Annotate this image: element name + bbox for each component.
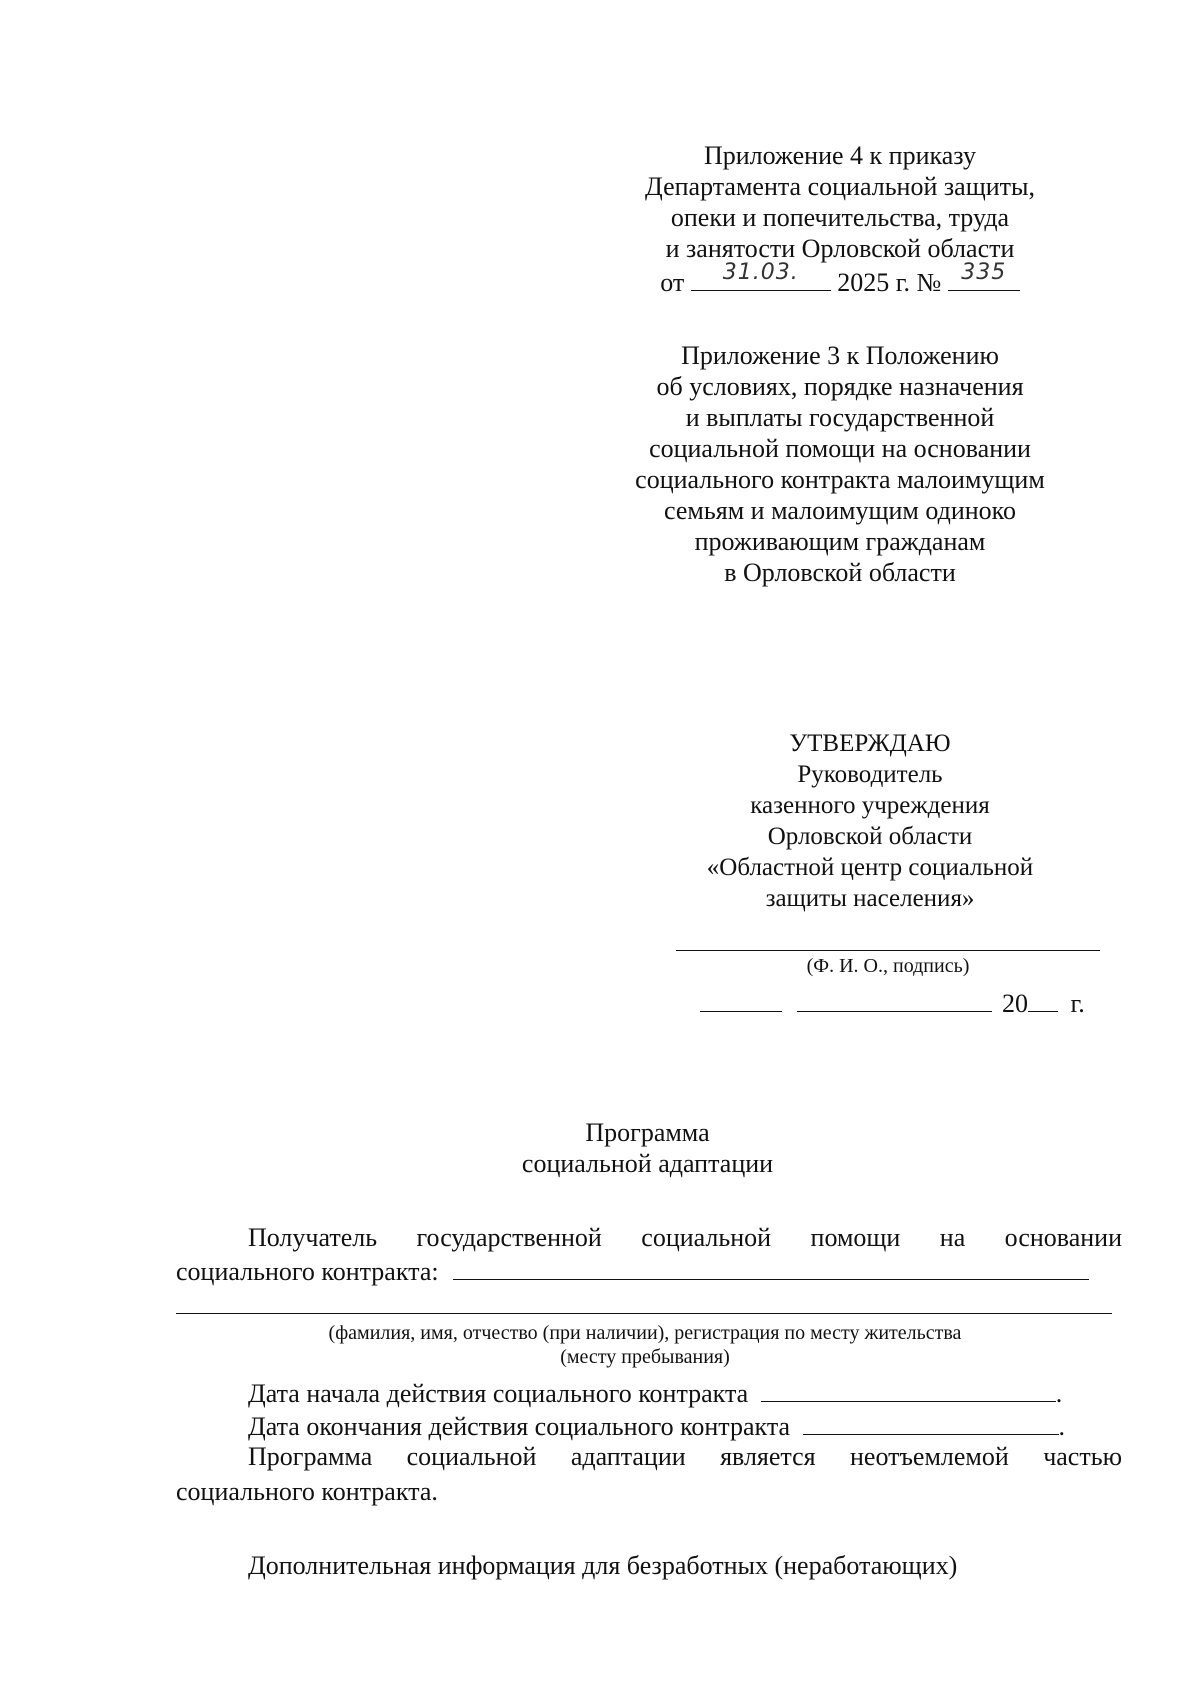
order-date-field: [691, 260, 831, 291]
appendix3-line: Приложение 3 к Положению: [681, 341, 999, 370]
appendix4-line: опеки и попечительства, труда: [670, 203, 1010, 232]
approval-month-field: [797, 985, 992, 1012]
start-date-field: [761, 1375, 1056, 1402]
appendix3-line: и выплаты государственной: [685, 403, 995, 432]
approval-year-field: [1028, 985, 1058, 1012]
additional-info-line: Дополнительная информация для безработных (неработающих): [248, 1551, 958, 1580]
approval-year-suffix: г.: [1070, 989, 1085, 1018]
recipient-caption-line: (месту пребывания): [560, 1346, 730, 1368]
approval-line: «Областной центр социальной: [706, 854, 1034, 881]
appendix3-line: проживающим гражданам: [694, 527, 986, 556]
appendix3-block: [600, 340, 1080, 588]
appendix3-line: социальной помощи на основании: [649, 434, 1031, 463]
approval-year-prefix: 20: [1002, 989, 1028, 1018]
contract-label: социального контракта:: [176, 1257, 439, 1286]
end-date-label: Дата окончания действия социального контракта: [248, 1412, 791, 1441]
program-title-line: Программа: [585, 1118, 710, 1147]
appendix4-line: Департамента социальной защиты,: [645, 172, 1035, 201]
program-title-line: социальной адаптации: [521, 1149, 774, 1178]
signature-line: [676, 950, 1100, 951]
start-date-line: Дата начала действия социального контракта .: [248, 1375, 1062, 1409]
approval-heading: УТВЕРЖДАЮ: [789, 730, 951, 757]
integral-part-line: социального контракта.: [176, 1477, 438, 1506]
recipient-caption-line: (фамилия, имя, отчество (при наличии), регистрация по месту жительства: [328, 1322, 962, 1344]
date-prefix: от: [660, 268, 685, 297]
end-date-line: Дата окончания действия социального контракта .: [248, 1408, 1065, 1442]
start-date-label: Дата начала действия социального контракта: [248, 1379, 749, 1408]
appendix3-line: об условиях, порядке назначения: [656, 372, 1024, 401]
approval-line: казенного учреждения: [750, 792, 990, 819]
approval-line: Руководитель: [797, 761, 943, 788]
appendix3-line: в Орловской области: [724, 558, 956, 587]
appendix3-line: социального контракта малоимущим: [635, 465, 1045, 494]
recipient-field-line: [176, 1313, 1112, 1314]
order-date-line: [620, 260, 1060, 298]
appendix3-line: семьям и малоимущим одиноко: [664, 496, 1016, 525]
handwritten-number: 335: [961, 260, 1007, 285]
signature-caption: (Ф. И. О., подпись): [806, 955, 970, 977]
appendix4-block: [620, 140, 1060, 298]
date-suffix: 2025 г. №: [837, 268, 942, 297]
recipient-field: [453, 1253, 1089, 1280]
program-title: [400, 1117, 895, 1179]
contract-label-line: [176, 1253, 1122, 1287]
approval-line: Орловской области: [767, 823, 973, 850]
approval-line: защиты населения»: [765, 885, 975, 912]
order-number-field: [948, 260, 1020, 291]
approval-block: [660, 728, 1080, 914]
integral-part-line: Программа социальной адаптации является неотъемлемой частью: [248, 1442, 1122, 1471]
appendix4-line: Приложение 4 к приказу: [703, 141, 976, 170]
appendix4-line: и занятости Орловской области: [665, 234, 1015, 263]
recipient-caption: [220, 1321, 1070, 1369]
end-date-field: [803, 1408, 1059, 1435]
approval-date-line: [700, 985, 1085, 1019]
recipient-line: Получатель государственной социальной помощи на основании: [248, 1223, 1122, 1252]
handwritten-date: 31.03.: [722, 260, 799, 285]
approval-day-field: [700, 985, 782, 1012]
